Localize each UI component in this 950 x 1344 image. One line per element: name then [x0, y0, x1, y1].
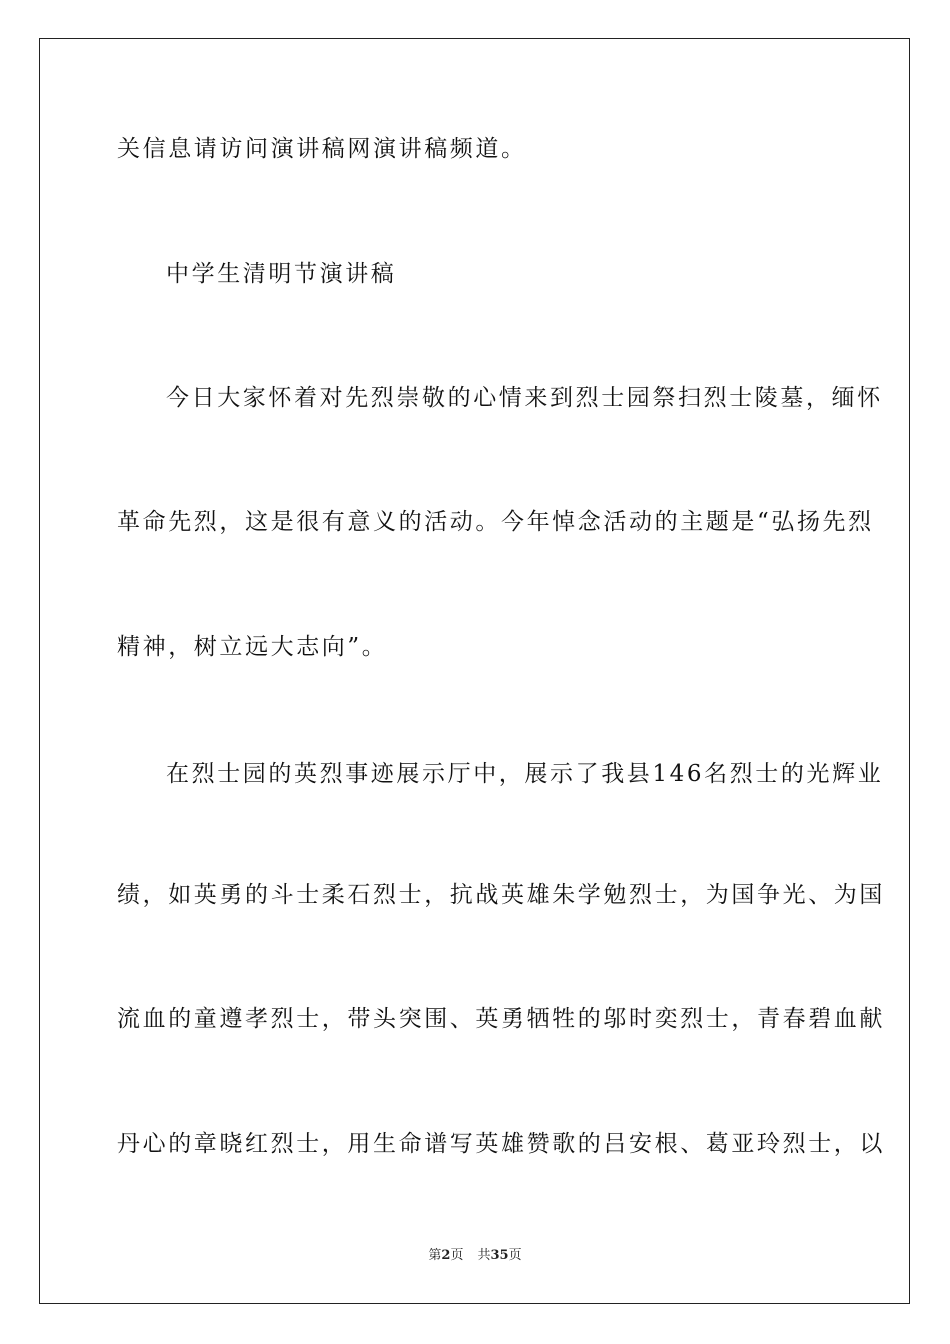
text-line-continuation: 关信息请访问演讲稿网演讲稿频道。	[117, 136, 527, 162]
page-number: 2	[441, 1248, 451, 1263]
total-suffix: 页	[508, 1248, 522, 1263]
page-suffix: 页	[450, 1248, 464, 1263]
total-prefix: 共	[477, 1248, 491, 1263]
page-border	[39, 38, 910, 1304]
paragraph-1-line-2: 革命先烈，这是很有意义的活动。今年悼念活动的主题是“弘扬先烈	[117, 509, 874, 535]
paragraph-1-line-3: 精神，树立远大志向”。	[117, 634, 388, 660]
paragraph-2-line-2: 绩，如英勇的斗士柔石烈士，抗战英雄朱学勉烈士，为国争光、为国	[117, 882, 885, 908]
page-prefix: 第	[428, 1248, 442, 1263]
total-pages: 35	[490, 1248, 509, 1263]
paragraph-2-line-4: 丹心的章晓红烈士，用生命谱写英雄赞歌的吕安根、葛亚玲烈士，以	[117, 1131, 885, 1157]
page-footer	[0, 1247, 950, 1265]
section-title: 中学生清明节演讲稿	[166, 261, 397, 287]
paragraph-1-line-1: 今日大家怀着对先烈崇敬的心情来到烈士园祭扫烈士陵墓，缅怀	[166, 385, 883, 411]
paragraph-2-line-3: 流血的童遵孝烈士，带头突围、英勇牺牲的邬时奕烈士，青春碧血献	[117, 1006, 885, 1032]
paragraph-2-line-1: 在烈士园的英烈事迹展示厅中，展示了我县146名烈士的光辉业	[166, 761, 884, 787]
